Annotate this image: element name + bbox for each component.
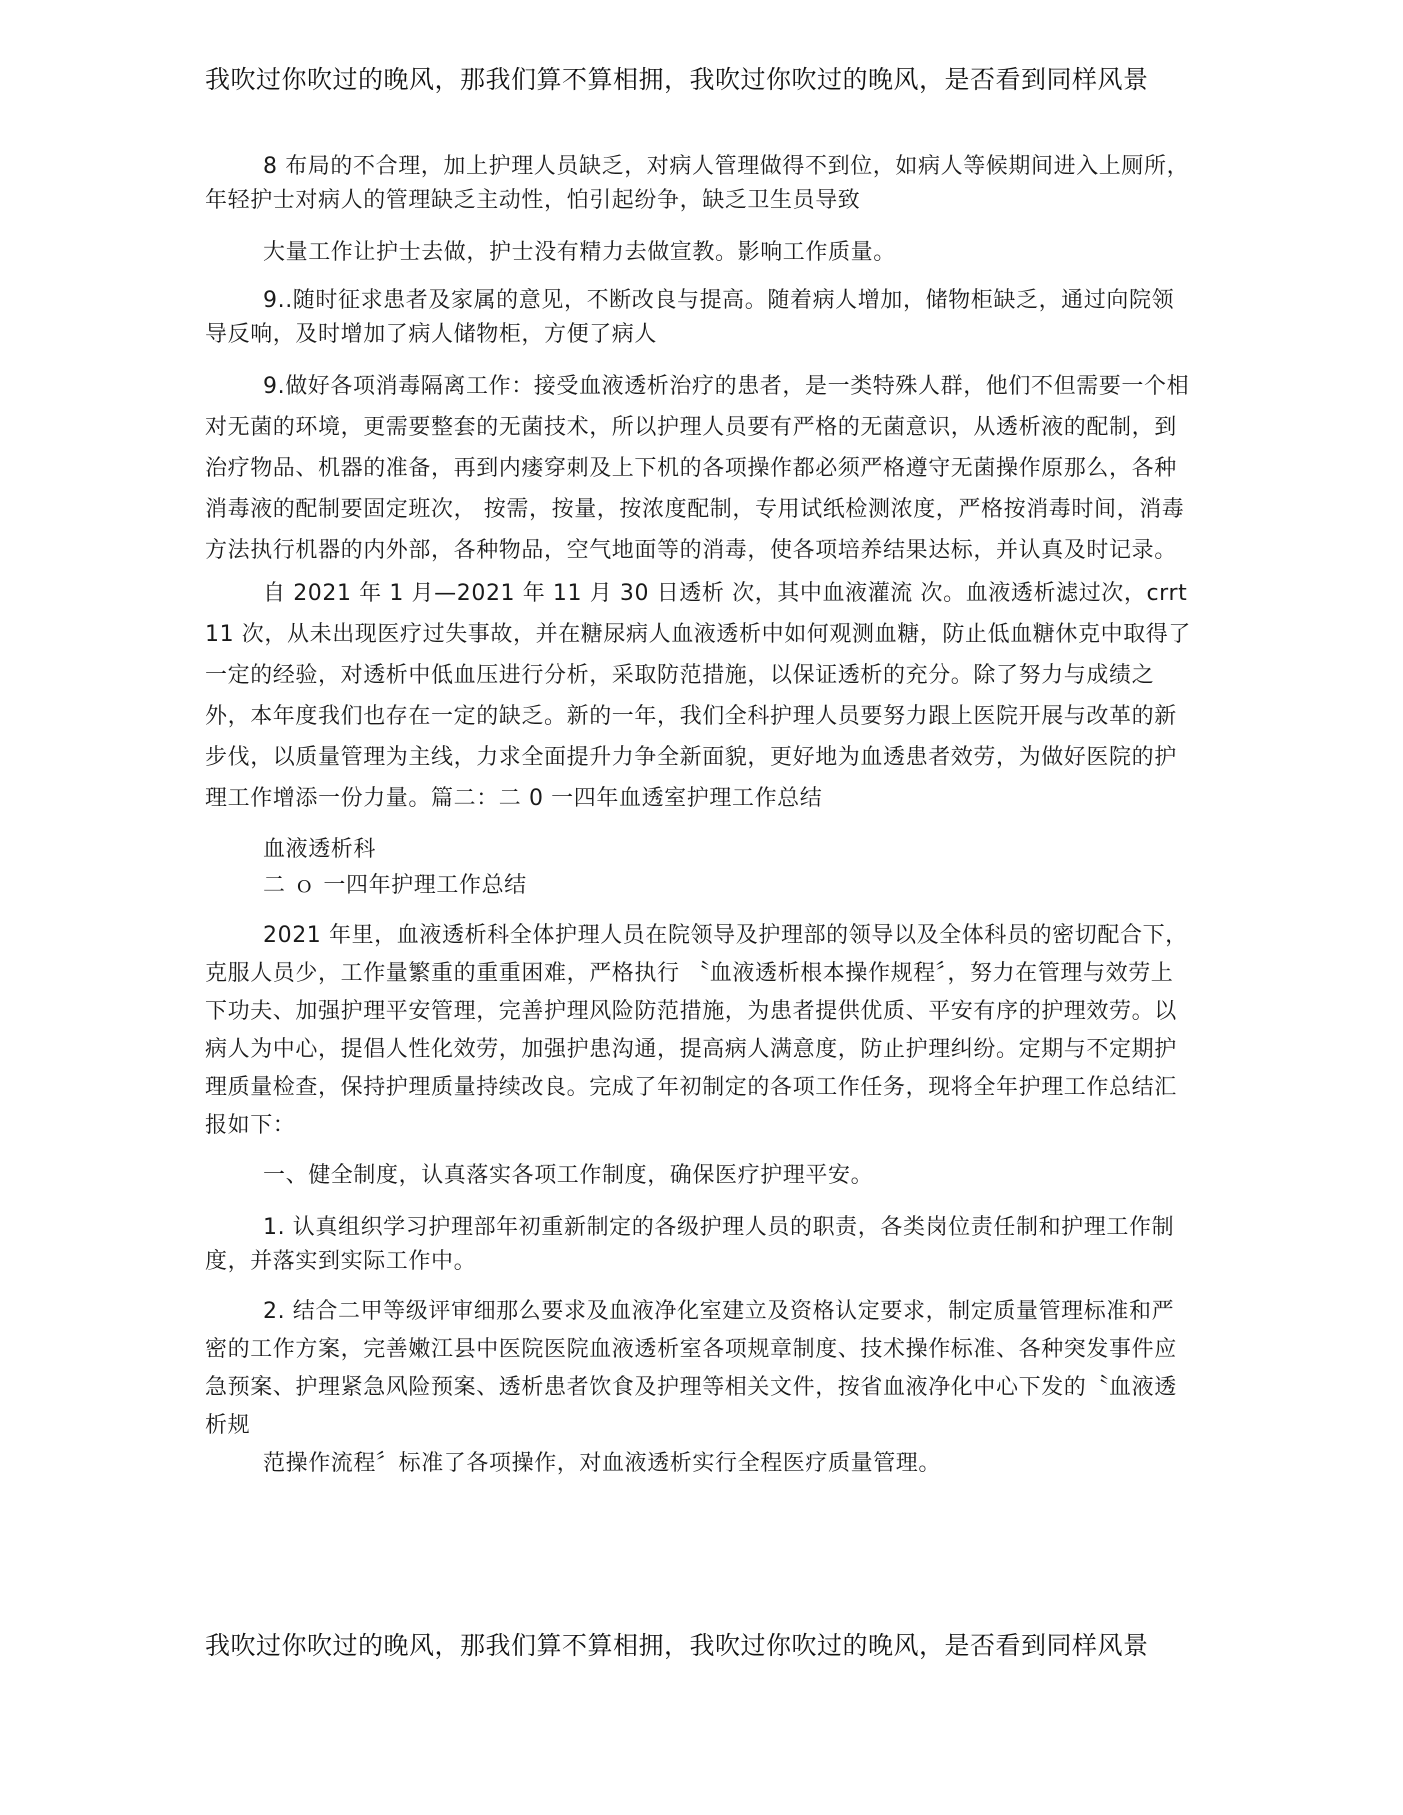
paragraph-7: 1. 认真组织学习护理部年初重新制定的各级护理人员的职责，各类岗位责任制和护理工作制度，并落实到实际工作中。 [205,1215,1175,1274]
section-heading-1: 一、健全制度，认真落实各项工作制度，确保医疗护理平安。 [263,1163,874,1188]
paragraph-2: 大量工作让护士去做，护士没有精力去做宣教。影响工作质量。 [263,240,896,265]
footer-banner: 我吹过你吹过的晚风，那我们算不算相拥，我吹过你吹过的晚风，是否看到同样风景 [205,1631,1149,1660]
paragraph-8: 2. 结合二甲等级评审细那么要求及血液净化室建立及资格认定要求，制定质量管理标准和严密的工作方案，完善嫩江县中医院医院血液透析室各项规章制度、技术操作标准、各种突发事件应急预案、护理紧急风险预案、透析患者饮食及护理等相关文件，按省血液净化中心下发的〝血液透析规 [205,1299,1177,1438]
section-title-dept: 血液透析科 [263,837,377,862]
paragraph-5: 自 2021 年 1 月—2021 年 11 月 30 日透析 次，其中血液灌流 次。血液透析滤过次，crrt 11 次，从未出现医疗过失事故，并在糖尿病人血液透析中如何观测血糖，防止低血糖休克中取得了一定的经验，对透析中低血压进行分析，采取防范措施，以保证透析的充分。除了努力与成绩之外，本年度我们也存在一定的缺乏。新的一年，我们全科护理人员要努力跟上医院开展与改革的新步伐，以质量管理为主线，力求全面提升力争全新面貌，更好地为血透患者效劳，为做好医院的护理工作增添一份力量。篇二：二 0 一四年血透室护理工作总结 [205,581,1191,811]
document-body [205,150,1195,1481]
paragraph-1: 8 布局的不合理，加上护理人员缺乏，对病人管理做得不到位，如病人等候期间进入上厕所，年轻护士对病人的管理缺乏主动性，怕引起纷争，缺乏卫生员导致 [205,154,1190,213]
paragraph-4: 9.做好各项消毒隔离工作：接受血液透析治疗的患者，是一类特殊人群，他们不但需要一个相对无菌的环境，更需要整套的无菌技术，所以护理人员要有严格的无菌意识，从透析液的配制，到治疗物品、机器的准备，再到内瘘穿刺及上下机的各项操作都必须严格遵守无菌操作原那么，各种消毒液的配制要固定班次， 按需，按量，按浓度配制，专用试纸检测浓度，严格按消毒时间，消毒方法执行机器的内外部，各种物品，空气地面等的消毒，使各项培养结果达标，并认真及时记录。 [205,374,1190,563]
paragraph-9: 范操作流程〞标准了各项操作，对血液透析实行全程医疗质量管理。 [263,1451,942,1476]
header-banner: 我吹过你吹过的晚风，那我们算不算相拥，我吹过你吹过的晚风，是否看到同样风景 [205,65,1149,94]
section-title-summary: 二 ｏ 一四年护理工作总结 [263,873,527,898]
paragraph-6: 2021 年里，血液透析科全体护理人员在院领导及护理部的领导以及全体科员的密切配合下，克服人员少，工作量繁重的重重困难，严格执行 〝血液透析根本操作规程〞，努力在管理与效劳上下功夫、加强护理平安管理，完善护理风险防范措施，为患者提供优质、平安有序的护理效劳。以病人为中心，提倡人性化效劳，加强护患沟通，提高病人满意度，防止护理纠纷。定期与不定期护理质量检查，保持护理质量持续改良。完成了年初制定的各项工作任务，现将全年护理工作总结汇报如下： [205,923,1188,1138]
paragraph-3: 9..随时征求患者及家属的意见，不断改良与提高。随着病人增加，储物柜缺乏，通过向院领导反响，及时增加了病人储物柜，方便了病人 [205,288,1175,347]
